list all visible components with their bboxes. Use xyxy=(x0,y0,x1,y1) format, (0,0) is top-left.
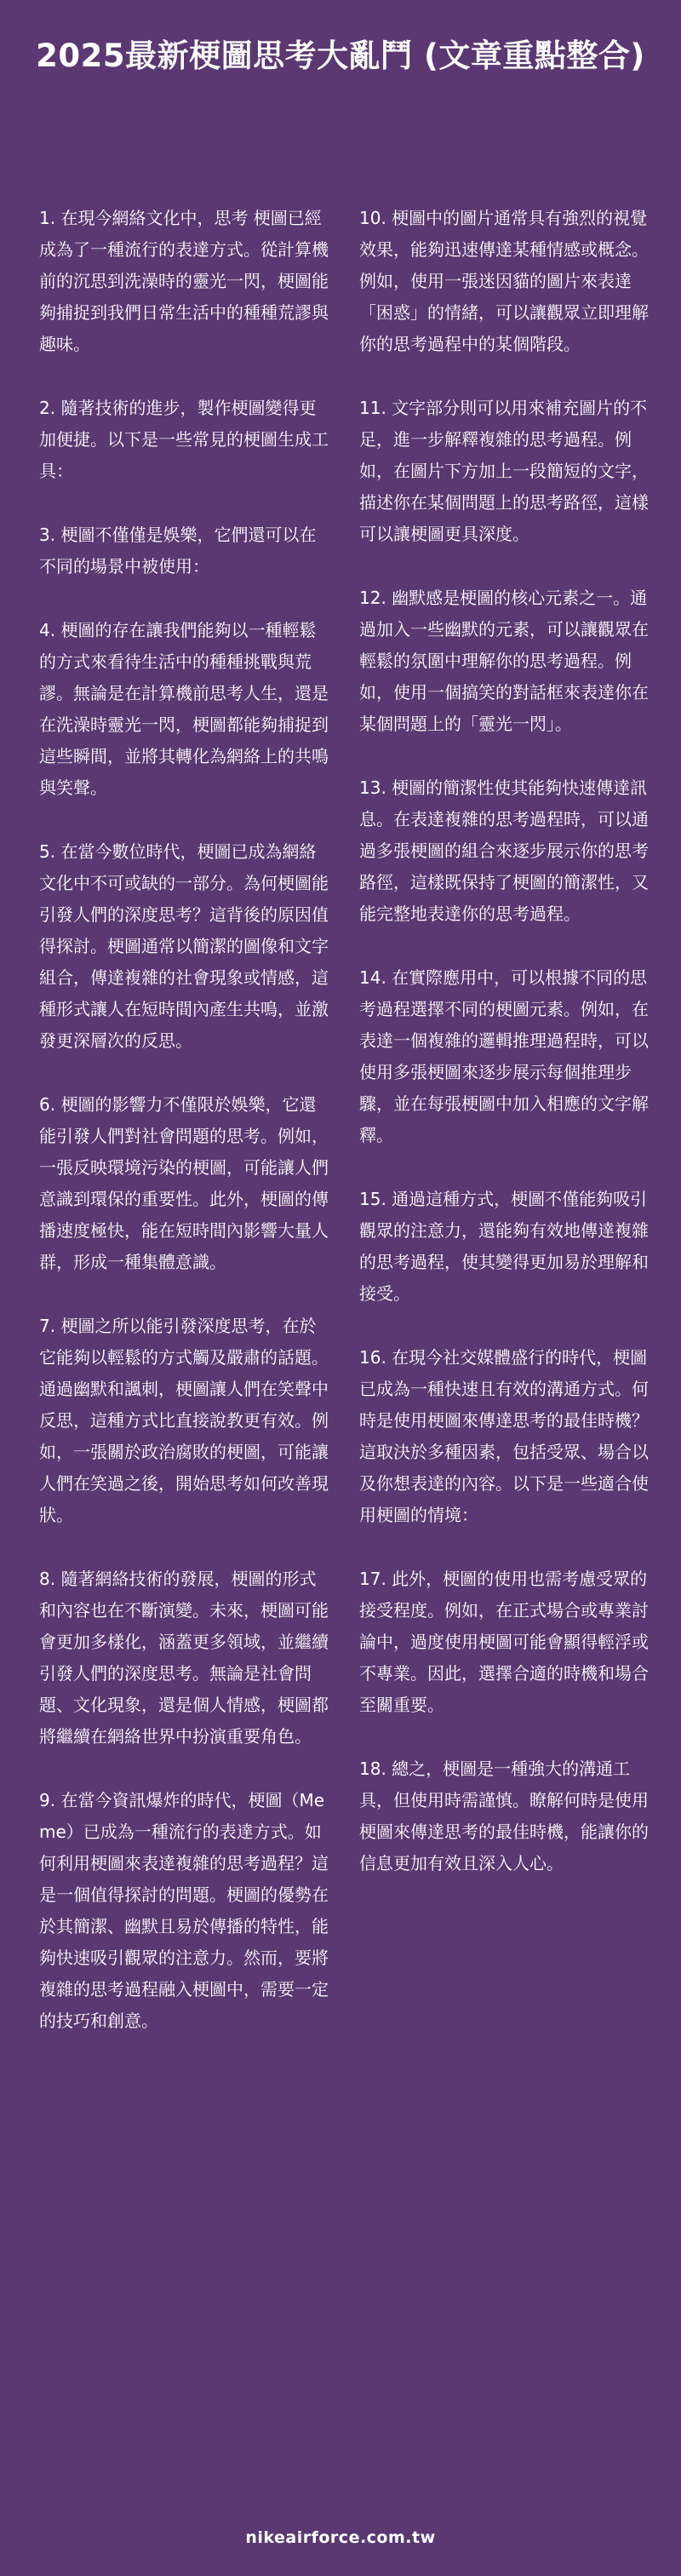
list-item: 11. 文字部分則可以用來補充圖片的不足，進一步解釋複雜的思考過程。例如，在圖片下方加上一段簡短的文字，描述你在某個問題上的思考路徑，這樣可以讓梗圖更具深度。 xyxy=(359,398,649,544)
list-item: 18. 總之，梗圖是一種強大的溝通工具，但使用時需謹慎。瞭解何時是使用梗圖來傳達思考的最佳時機，能讓你的信息更加有效且深入人心。 xyxy=(359,1758,649,1873)
list-item: 2. 隨著技術的進步，製作梗圖變得更加便捷。以下是一些常見的梗圖生成工具： xyxy=(39,398,329,481)
list-item: 6. 梗圖的影響力不僅限於娛樂，它還能引發人們對社會問題的思考。例如，一張反映環境污染的梗圖，可能讓人們意識到環保的重要性。此外，梗圖的傳播速度極快，能在短時間內影響大量人群，形成一種集體意識。 xyxy=(39,1094,329,1272)
page-title: 2025最新梗圖思考大亂鬥 (文章重點整合) xyxy=(36,37,645,74)
list-item: 4. 梗圖的存在讓我們能夠以一種輕鬆的方式來看待生活中的種種挑戰與荒謬。無論是在計算機前思考人生，還是在洗澡時靈光一閃，梗圖都能夠捕捉到這些瞬間，並將其轉化為網絡上的共鳴與笑聲。 xyxy=(39,620,329,798)
list-item: 15. 通過這種方式，梗圖不僅能夠吸引觀眾的注意力，還能夠有效地傳達複雜的思考過程，使其變得更加易於理解和接受。 xyxy=(359,1189,649,1304)
list-item: 12. 幽默感是梗圖的核心元素之一。通過加入一些幽默的元素，可以讓觀眾在輕鬆的氛圍中理解你的思考過程。例如，使用一個搞笑的對話框來表達你在某個問題上的「靈光一閃」。 xyxy=(359,588,649,734)
list-item: 13. 梗圖的簡潔性使其能夠快速傳達訊息。在表達複雜的思考過程時，可以通過多張梗圖的組合來逐步展示你的思考路徑，這樣既保持了梗圖的簡潔性，又能完整地表達你的思考過程。 xyxy=(359,777,649,924)
content-columns xyxy=(39,203,649,2069)
list-item: 3. 梗圖不僅僅是娛樂，它們還可以在不同的場景中被使用： xyxy=(39,525,317,577)
list-item: 16. 在現今社交媒體盛行的時代，梗圖已成為一種快速且有效的溝通方式。何時是使用梗圖來傳達思考的最佳時機？這取決於多種因素，包括受眾、場合以及你想表達的內容。以下是一些適合使用梗圖的情境： xyxy=(359,1347,649,1525)
list-item: 14. 在實際應用中，可以根據不同的思考過程選擇不同的梗圖元素。例如，在表達一個複雜的邏輯推理過程時，可以使用多張梗圖來逐步展示每個推理步驟，並在每張梗圖中加入相應的文字解釋。 xyxy=(359,967,649,1145)
list-item: 7. 梗圖之所以能引發深度思考，在於它能夠以輕鬆的方式觸及嚴肅的話題。通過幽默和諷刺，梗圖讓人們在笑聲中反思，這種方式比直接說教更有效。例如，一張關於政治腐敗的梗圖，可能讓人們在笑過之後，開始思考如何改善現狀。 xyxy=(39,1316,329,1525)
list-item: 5. 在當今數位時代，梗圖已成為網絡文化中不可或缺的一部分。為何梗圖能引發人們的深度思考？這背後的原因值得探討。梗圖通常以簡潔的圖像和文字組合，傳達複雜的社會現象或情感，這種形式讓人在短時間內產生共鳴，並激發更深層次的反思。 xyxy=(39,841,329,1051)
list-item: 10. 梗圖中的圖片通常具有強烈的視覺效果，能夠迅速傳達某種情感或概念。例如，使用一張迷因貓的圖片來表達「困惑」的情緒，可以讓觀眾立即理解你的思考過程中的某個階段。 xyxy=(359,208,649,354)
footer-website: nikeairforce.com.tw xyxy=(245,2528,436,2547)
list-item: 1. 在現今網絡文化中，思考 梗圖已經成為了一種流行的表達方式。從計算機前的沉思到洗澡時的靈光一閃，梗圖能夠捕捉到我們日常生活中的種種荒謬與趣味。 xyxy=(39,208,329,354)
left-column xyxy=(39,203,329,2069)
right-column xyxy=(359,203,649,2069)
list-item: 8. 隨著網絡技術的發展，梗圖的形式和內容也在不斷演變。未來，梗圖可能會更加多樣化，涵蓋更多領域，並繼續引發人們的深度思考。無論是社會問題、文化現象，還是個人情感，梗圖都將繼續在網絡世界中扮演重要角色。 xyxy=(39,1569,329,1747)
list-item: 9. 在當今資訊爆炸的時代，梗圖（Meme）已成為一種流行的表達方式。如何利用梗圖來表達複雜的思考過程？這是一個值得探討的問題。梗圖的優勢在於其簡潔、幽默且易於傳播的特性，能夠快速吸引觀眾的注意力。然而，要將複雜的思考過程融入梗圖中，需要一定的技巧和創意。 xyxy=(39,1790,329,2031)
list-item: 17. 此外，梗圖的使用也需考慮受眾的接受程度。例如，在正式場合或專業討論中，過度使用梗圖可能會顯得輕浮或不專業。因此，選擇合適的時機和場合至關重要。 xyxy=(359,1569,649,1715)
